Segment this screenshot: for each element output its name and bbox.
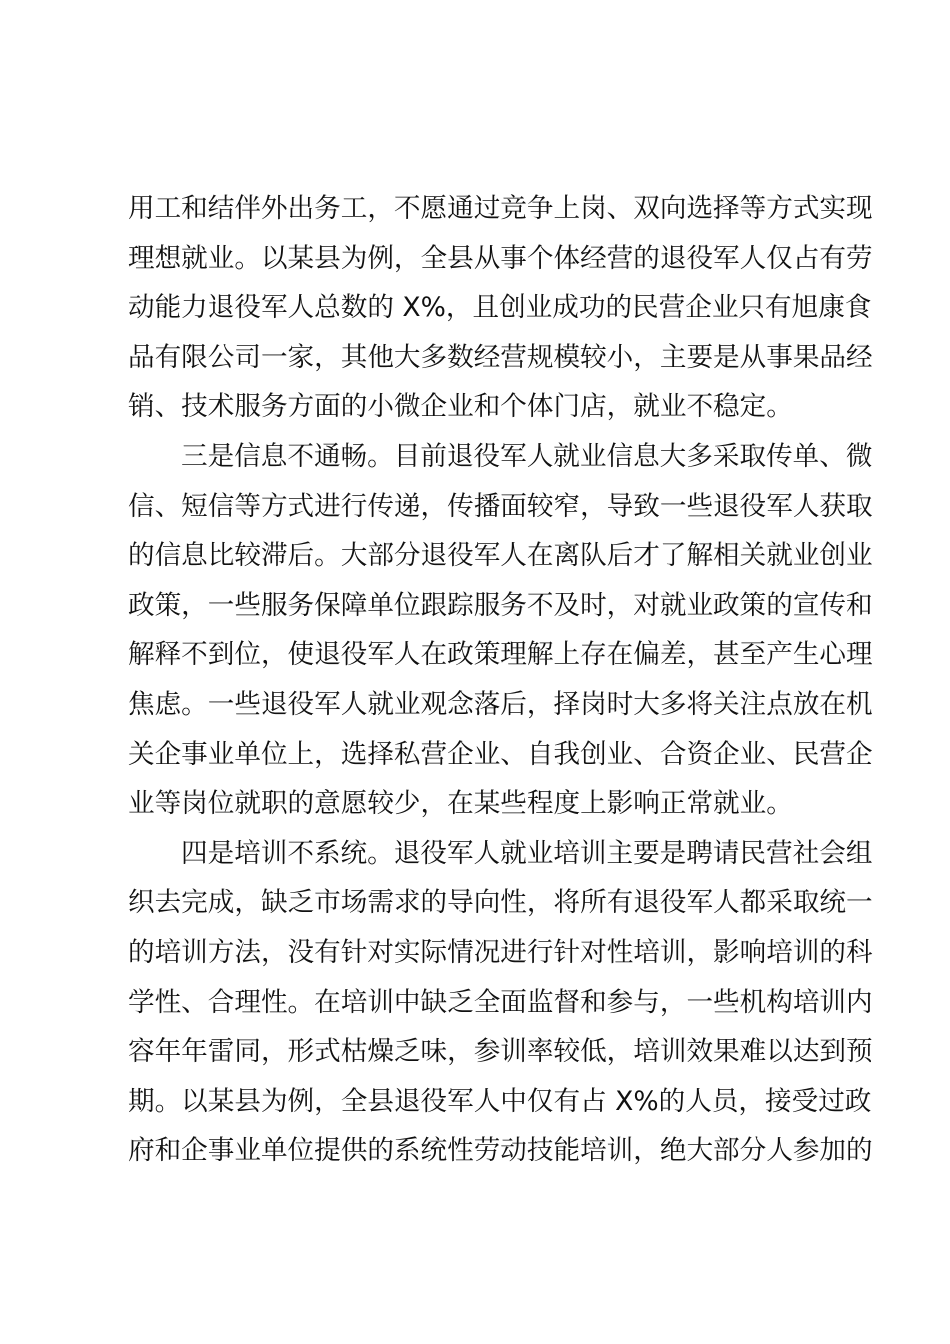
text-line: 焦虑。一些退役军人就业观念落后，择岗时大多将关注点放在机 <box>128 688 873 720</box>
text-line: 容年年雷同，形式枯燥乏味，参训率较低，培训效果难以达到预 <box>128 1036 873 1068</box>
text-line: 业等岗位就职的意愿较少，在某些程度上影响正常就业。 <box>128 788 793 820</box>
text-line: 关企事业单位上，选择私营企业、自我创业、合资企业、民营企 <box>128 738 873 770</box>
text-line: 理想就业。以某县为例，全县从事个体经营的退役军人仅占有劳 <box>128 242 873 274</box>
text-line: 织去完成，缺乏市场需求的导向性，将所有退役军人都采取统一 <box>128 887 873 919</box>
body-text <box>128 184 873 1176</box>
text-line: 解释不到位，使退役军人在政策理解上存在偏差，甚至产生心理 <box>128 639 873 671</box>
text-line: 学性、合理性。在培训中缺乏全面监督和参与，一些机构培训内 <box>128 986 873 1018</box>
text-line: 三是信息不通畅。目前退役军人就业信息大多采取传单、微 <box>181 440 873 472</box>
text-line: 期。以某县为例，全县退役军人中仅有占 X%的人员，接受过政 <box>128 1085 872 1117</box>
text-line: 销、技术服务方面的小微企业和个体门店，就业不稳定。 <box>128 391 793 423</box>
paragraph-point-four <box>128 829 873 1176</box>
text-line: 信、短信等方式进行传递，传播面较窄，导致一些退役军人获取 <box>128 490 873 522</box>
text-line: 政策，一些服务保障单位跟踪服务不及时，对就业政策的宣传和 <box>128 589 873 621</box>
text-line: 用工和结伴外出务工，不愿通过竞争上岗、双向选择等方式实现 <box>128 193 873 224</box>
text-line: 的信息比较滞后。大部分退役军人在离队后才了解相关就业创业 <box>128 540 873 572</box>
text-line: 动能力退役军人总数的 X%，且创业成功的民营企业只有旭康食 <box>128 292 872 324</box>
text-line: 的培训方法，没有针对实际情况进行针对性培训，影响培训的科 <box>128 936 873 968</box>
text-line: 品有限公司一家，其他大多数经营规模较小，主要是从事果品经 <box>128 341 873 373</box>
paragraph-continuation <box>128 184 873 432</box>
paragraph-point-three <box>128 432 873 829</box>
text-line: 四是培训不系统。退役军人就业培训主要是聘请民营社会组 <box>181 837 873 869</box>
text-line: 府和企事业单位提供的系统性劳动技能培训，绝大部分人参加的 <box>128 1135 873 1167</box>
